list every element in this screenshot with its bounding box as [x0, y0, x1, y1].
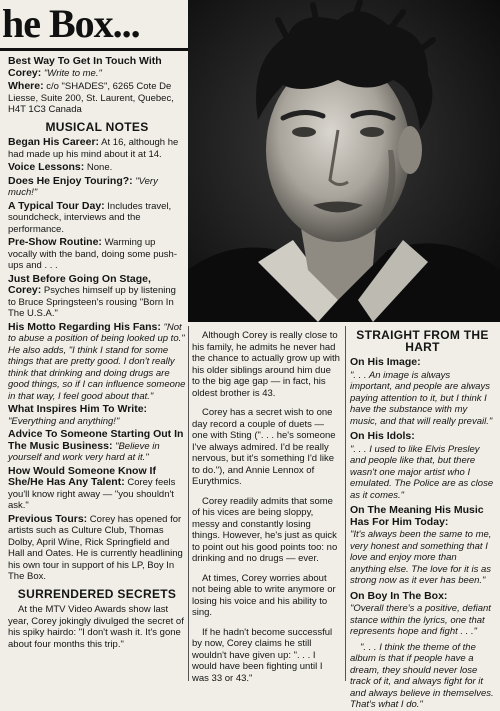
- middle-column: [192, 330, 340, 692]
- contact-best-way: [8, 56, 186, 79]
- surrendered-secrets-heading: SURRENDERED SECRETS: [17, 586, 177, 601]
- straight-from-the-hart-heading: STRAIGHT FROM THE HART: [356, 328, 489, 354]
- best-way-answer: "Write to me.": [43, 67, 102, 79]
- note-question: His Motto Regarding His Fans:: [8, 320, 161, 333]
- column-divider: [188, 326, 189, 681]
- note-item: [8, 404, 186, 427]
- note-item: [8, 514, 186, 583]
- note-question: Previous Tours:: [8, 512, 88, 525]
- column-divider: [345, 326, 346, 681]
- hart-question: On Boy In The Box:: [350, 589, 448, 602]
- best-way-question: Best Way To Get In Touch With Corey:: [8, 55, 162, 79]
- article-paragraph: Although Corey is really close to his family, he admits he never had the chance to actually grow up with his older siblings around him due to the big age gap — in fact, his oldest brother is 43.: [192, 330, 340, 399]
- note-question: Advice To Someone Starting Out In The Music Business:: [8, 428, 184, 452]
- note-answer: Includes travel, soundcheck, interviews and the performance.: [8, 200, 172, 235]
- note-item: [8, 237, 186, 272]
- note-answer: Corey feels you'll know right away — "you shouldn't ask.": [8, 477, 176, 511]
- article-paragraph: Corey has a secret wish to one day record a couple of duets — one with Sting (". . . he's someone I've always admired. I'd be really nervous, but it's something I'd like to do."), and Annie Lennox of Eurythmics.: [192, 407, 336, 487]
- hart-answer: "It's always been the same to me, very honest and something that I love and enjoy more than anything else. The love for it is as strong now as it ever has been.": [350, 529, 492, 586]
- article-paragraph: At times, Corey worries about not being able to write anymore or losing his voice and his ability to sing.: [192, 572, 336, 618]
- hart-answer: ". . . I used to like Elvis Presley and people like that, but there wasn't one major artist who I emulated. The Police are as close as it comes.": [350, 443, 494, 501]
- portrait-photo: [188, 0, 500, 322]
- right-column: [350, 330, 495, 711]
- note-question: How Would Someone Know If She/He Has Any Talent:: [8, 464, 156, 488]
- page-title: he Box...: [2, 1, 140, 46]
- note-question: A Typical Tour Day:: [8, 199, 105, 212]
- note-answer: At 16, although he had made up his mind about it at 14.: [8, 137, 179, 160]
- hart-question: On His Idols:: [350, 430, 415, 442]
- note-item: [8, 466, 186, 512]
- note-answer: "Believe in yourself and work very hard at it.": [8, 440, 160, 463]
- note-item: [8, 201, 186, 236]
- where-question: Where:: [8, 80, 44, 92]
- note-question: What Inspires Him To Write:: [8, 403, 148, 415]
- note-answer: Psyches himself up by listening to Bruce Springsteen's rousing "Born In The U.S.A.": [8, 285, 176, 319]
- title-banner: [0, 0, 188, 51]
- note-item: [8, 274, 186, 320]
- portrait-illustration: [188, 0, 500, 322]
- note-answer: "Everything and anything!": [8, 415, 120, 427]
- note-answer: "Very much!": [8, 175, 158, 198]
- note-item: [8, 322, 186, 403]
- surrendered-secrets-text: At the MTV Video Awards show last year, Corey jokingly divulged the secret of his spiky hairdo: "I don't wash it. It's gone about four months this trip.": [8, 604, 184, 650]
- note-answer: None.: [86, 162, 113, 173]
- note-question: Does He Enjoy Touring?:: [8, 174, 133, 187]
- note-answer: Warming up vocally with the band, doing some push-ups and . . .: [8, 237, 177, 271]
- contact-address: [8, 81, 186, 116]
- article-paragraph: Corey readily admits that some of his vices are being sloppy, messy and constantly losing things. However, he's just as quick to point out his good points too: no drinking and no drugs — ever.: [192, 495, 338, 564]
- note-question: Began His Career:: [8, 136, 100, 148]
- note-item: [8, 176, 186, 199]
- note-answer: Corey has opened for artists such as Culture Club, Thomas Dolby, April Wine, Rick Springfield and Hall and Oates. He is currently headlining his own tour in support of his LP, Boy In The Box.: [8, 513, 183, 582]
- hart-closing-quote: ". . . I think the theme of the album is that if people have a dream, they should never lose track of it, and always fight for it and always believe in themselves. That's what I do.": [350, 641, 494, 710]
- hart-answer: ". . . An image is always important, and people are always paying attention to it, but I think I have the substance with my music, and that will really prevail.": [350, 369, 493, 427]
- musical-notes-heading: MUSICAL NOTES: [45, 119, 149, 134]
- hart-question: On His Image:: [350, 356, 421, 368]
- left-column: [8, 56, 186, 658]
- where-answer: c/o "SHADES", 6265 Cote De Liesse, Suite 200, St. Laurent, Quebec, H4T 1C3 Canada: [8, 81, 174, 115]
- hart-answer: "Overall there's a positive, defiant stance within the lyrics, one that represents hope and fight . . .": [350, 603, 491, 637]
- note-question: Just Before Going On Stage, Corey:: [8, 272, 151, 296]
- note-question: Pre-Show Routine:: [8, 236, 102, 248]
- note-item: [8, 137, 186, 160]
- note-item: [8, 162, 186, 174]
- note-question: Voice Lessons:: [8, 161, 85, 173]
- note-answer: "Not to abuse a position of being looked up to." He also adds, "I think I stand for some things that are pretty good. I don't really think that drinking and doing drugs are good things, so if I can influence someone in that way, I feel good about that.": [8, 321, 186, 402]
- hart-question: On The Meaning His Music Has For Him Today:: [350, 504, 484, 528]
- article-paragraph: If he hadn't become successful by now, Corey claims he still wouldn't have given up: ". . . I would have been fighting until I was 33 or 43.": [192, 626, 333, 684]
- note-item: [8, 429, 186, 464]
